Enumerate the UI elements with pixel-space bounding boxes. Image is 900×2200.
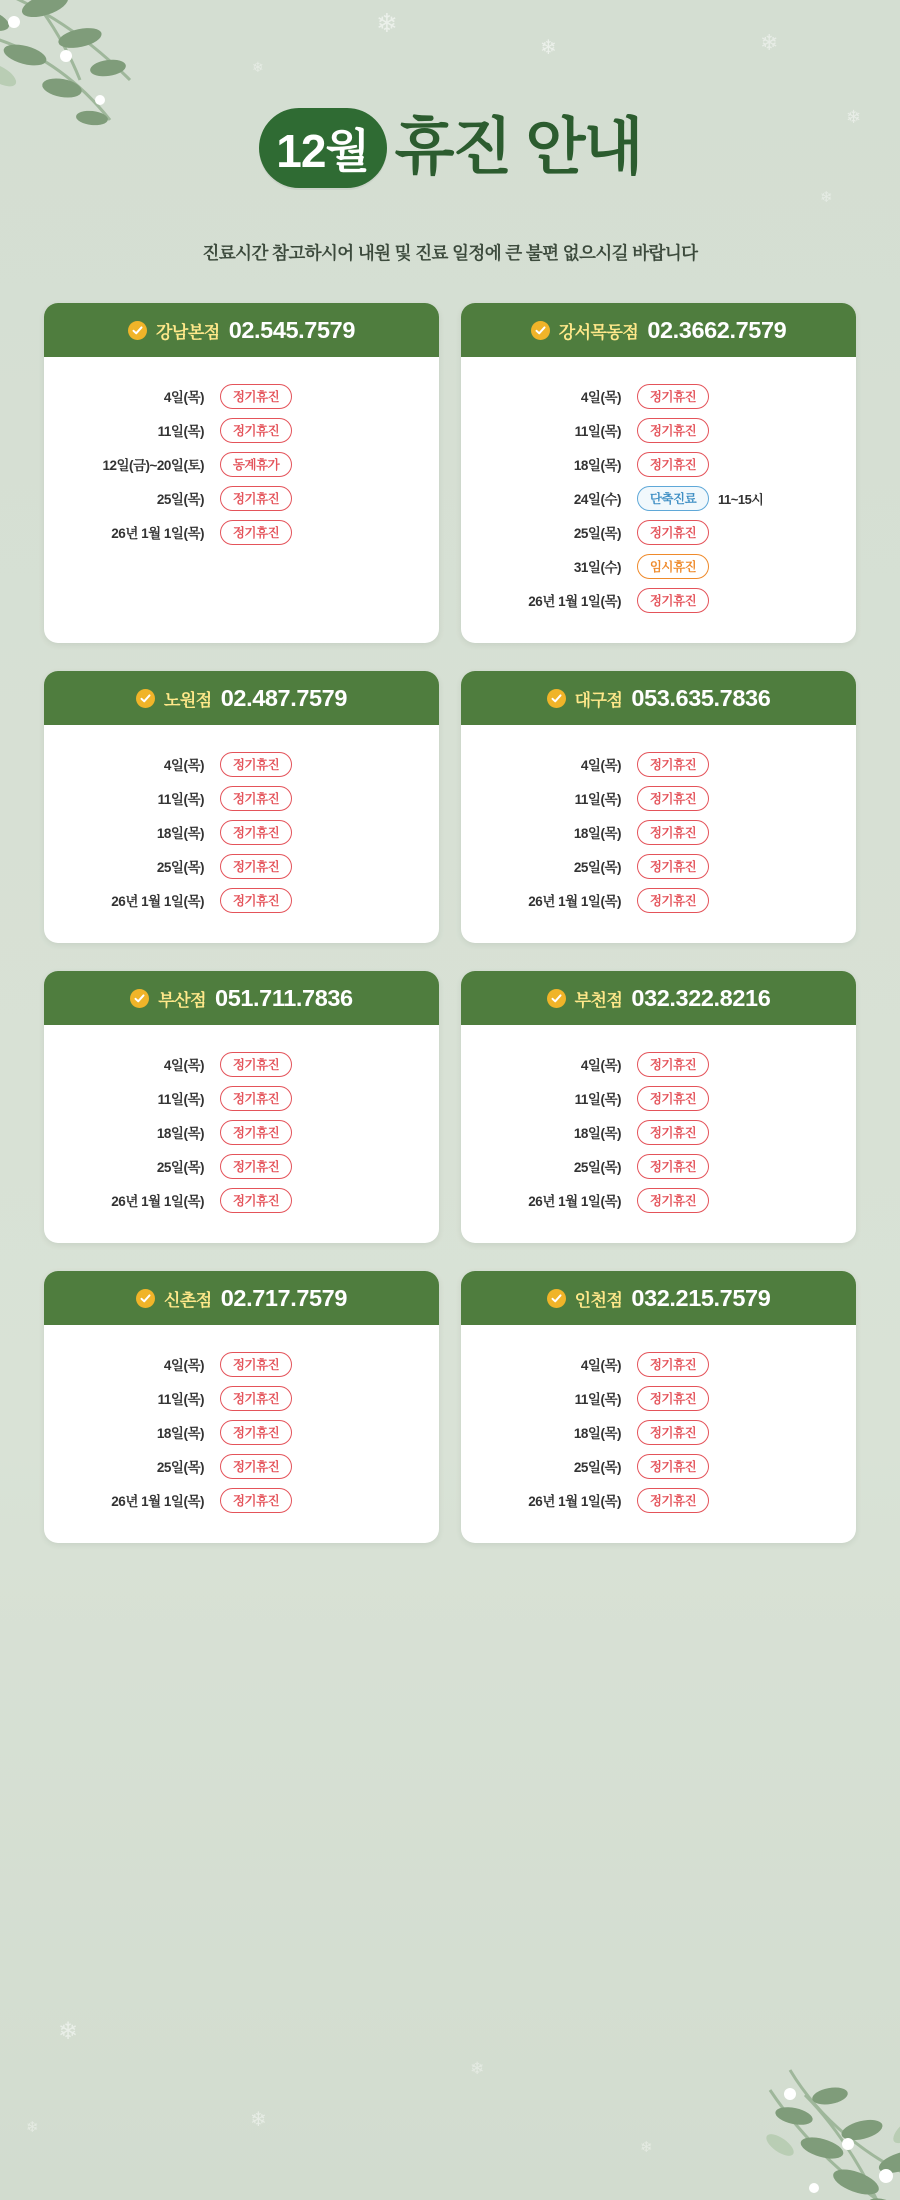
closure-row: [44, 849, 439, 883]
store-card: [44, 971, 439, 1243]
closure-date: 26년 1월 1일(목): [528, 1194, 621, 1209]
snowflake-icon: ❄: [376, 8, 398, 38]
snowflake-icon: ❄: [540, 37, 557, 59]
closure-status-badge: 정기휴진: [220, 1086, 292, 1111]
closure-date: 4일(목): [580, 390, 621, 405]
closure-status-badge: 단축진료: [637, 486, 709, 511]
closure-date: 18일(목): [573, 1426, 621, 1441]
closure-date: 18일(목): [573, 826, 621, 841]
closure-row: [461, 583, 856, 617]
snowflake-icon: ❄: [760, 30, 779, 55]
snowflake-icon: ❄: [26, 2119, 39, 2136]
closure-date: 18일(목): [573, 458, 621, 473]
closure-row: [44, 1183, 439, 1217]
closure-status-badge: 정기휴진: [220, 1352, 292, 1377]
closure-status-badge: 정기휴진: [220, 854, 292, 879]
month-badge: 12월: [259, 108, 387, 188]
closure-date: 26년 1월 1일(목): [528, 594, 621, 609]
closure-row: [44, 815, 439, 849]
closure-row: [461, 747, 856, 781]
closure-status-badge: 동계휴가: [220, 452, 292, 477]
store-phone[interactable]: 051.711.7836: [215, 984, 353, 1011]
closure-row: [461, 883, 856, 917]
check-circle-icon: [128, 321, 147, 340]
check-circle-icon: [136, 689, 155, 708]
store-card: [461, 303, 856, 643]
closure-row: [461, 1081, 856, 1115]
closure-status-badge: 정기휴진: [220, 1454, 292, 1479]
check-circle-icon: [130, 989, 149, 1008]
store-card-header: [461, 303, 856, 357]
closure-row: [461, 1149, 856, 1183]
closure-note: 11~15시: [718, 491, 764, 507]
closure-date: 11일(목): [574, 792, 621, 807]
closure-date: 11일(목): [157, 1092, 204, 1107]
closure-date: 18일(목): [156, 1426, 204, 1441]
closure-date: 25일(목): [573, 526, 621, 541]
closure-status-badge: 정기휴진: [220, 1386, 292, 1411]
closure-date: 4일(목): [580, 1058, 621, 1073]
closure-row: [461, 413, 856, 447]
closure-row: [44, 447, 439, 481]
closure-row: [44, 379, 439, 413]
closure-status-badge: 정기휴진: [220, 520, 292, 545]
store-phone[interactable]: 02.717.7579: [220, 1284, 348, 1311]
closure-status-badge: 정기휴진: [637, 1488, 709, 1513]
closure-date: 26년 1월 1일(목): [111, 526, 204, 541]
closure-row: [461, 379, 856, 413]
closure-date: 26년 1월 1일(목): [111, 1194, 204, 1209]
store-name: 대구점: [574, 690, 623, 710]
snowflake-icon: ❄: [846, 107, 862, 127]
closure-date: 26년 1월 1일(목): [528, 894, 621, 909]
closure-date: 26년 1월 1일(목): [111, 894, 204, 909]
closure-date: 18일(목): [156, 826, 204, 841]
closure-date: 4일(목): [580, 758, 621, 773]
store-card: [44, 671, 439, 943]
store-phone[interactable]: 032.215.7579: [631, 1284, 771, 1311]
closure-date: 25일(목): [156, 492, 204, 507]
closure-row: [461, 515, 856, 549]
store-closure-list: [44, 1025, 439, 1243]
store-card: [461, 1271, 856, 1543]
closure-status-badge: 정기휴진: [637, 588, 709, 613]
closure-status-badge: 정기휴진: [637, 786, 709, 811]
closure-status-badge: 정기휴진: [220, 418, 292, 443]
closure-row: [44, 747, 439, 781]
closure-status-badge: 정기휴진: [637, 1086, 709, 1111]
closure-status-badge: 정기휴진: [637, 1454, 709, 1479]
closure-date: 11일(목): [157, 424, 204, 439]
closure-row: [44, 481, 439, 515]
closure-status-badge: 정기휴진: [637, 820, 709, 845]
closure-status-badge: 정기휴진: [220, 786, 292, 811]
closure-date: 25일(목): [156, 860, 204, 875]
closure-date: 4일(목): [580, 1358, 621, 1373]
store-closure-list: [461, 1325, 856, 1543]
closure-status-badge: 정기휴진: [220, 1154, 292, 1179]
store-name: 강남본점: [156, 322, 220, 342]
page-title: 휴진 안내: [394, 113, 642, 182]
closure-row: [44, 1115, 439, 1149]
closure-row: [44, 413, 439, 447]
store-closure-list: [44, 357, 439, 643]
closure-date: 25일(목): [573, 860, 621, 875]
store-card-header: [44, 671, 439, 725]
store-closure-list: [461, 725, 856, 943]
closure-date: 18일(목): [156, 1126, 204, 1141]
closure-date: 4일(목): [163, 758, 204, 773]
closure-date: 4일(목): [163, 390, 204, 405]
snowflake-icon: ❄: [252, 59, 264, 75]
closure-date: 26년 1월 1일(목): [111, 1494, 204, 1509]
closure-status-badge: 정기휴진: [220, 752, 292, 777]
store-closure-list: [44, 725, 439, 943]
check-circle-icon: [547, 1289, 566, 1308]
closure-status-badge: 정기휴진: [637, 1352, 709, 1377]
check-circle-icon: [547, 689, 566, 708]
snowflake-icon: ❄: [58, 2018, 79, 2045]
store-card-header: [461, 1271, 856, 1325]
poster-header: [0, 0, 900, 265]
closure-row: [44, 1415, 439, 1449]
snowflake-icon: ❄: [470, 2059, 485, 2078]
closure-date: 25일(목): [156, 1160, 204, 1175]
closure-status-badge: 정기휴진: [220, 1488, 292, 1513]
closure-row: [44, 1449, 439, 1483]
store-phone[interactable]: 02.487.7579: [220, 684, 348, 711]
closure-row: [44, 883, 439, 917]
closure-date: 25일(목): [573, 1160, 621, 1175]
closure-date: 11일(목): [574, 1392, 621, 1407]
closure-date: 25일(목): [156, 1460, 204, 1475]
store-closure-list: [44, 1325, 439, 1543]
closure-date: 11일(목): [157, 1392, 204, 1407]
closure-status-badge: 정기휴진: [220, 384, 292, 409]
closure-status-badge: 정기휴진: [220, 1120, 292, 1145]
store-closure-list: [461, 1025, 856, 1243]
closure-row: [461, 549, 856, 583]
check-circle-icon: [136, 1289, 155, 1308]
closure-row: [461, 1047, 856, 1081]
closure-status-badge: 정기휴진: [220, 888, 292, 913]
closure-status-badge: 정기휴진: [637, 888, 709, 913]
closure-row: [44, 781, 439, 815]
check-circle-icon: [547, 989, 566, 1008]
closure-status-badge: 정기휴진: [637, 1386, 709, 1411]
closure-date: 11일(목): [574, 424, 621, 439]
closure-date: 4일(목): [163, 1358, 204, 1373]
closure-date: 11일(목): [157, 792, 204, 807]
closure-row: [461, 1415, 856, 1449]
closure-status-badge: 정기휴진: [637, 752, 709, 777]
closure-row: [461, 1483, 856, 1517]
closure-status-badge: 정기휴진: [637, 1154, 709, 1179]
closure-row: [461, 781, 856, 815]
closure-status-badge: 정기휴진: [637, 452, 709, 477]
store-phone[interactable]: 02.3662.7579: [647, 316, 787, 343]
closure-status-badge: 정기휴진: [637, 418, 709, 443]
store-card-grid: [44, 303, 856, 1543]
closure-status-badge: 정기휴진: [637, 1188, 709, 1213]
closure-row: [461, 815, 856, 849]
closure-row: [461, 481, 856, 515]
foliage-bottom-right-decoration: [590, 1930, 900, 2200]
closure-date: 26년 1월 1일(목): [528, 1494, 621, 1509]
closure-row: [44, 515, 439, 549]
store-name: 부천점: [574, 990, 623, 1010]
closure-status-badge: 정기휴진: [220, 820, 292, 845]
closure-row: [44, 1381, 439, 1415]
store-name: 신촌점: [163, 1290, 212, 1310]
store-name: 강서목동점: [558, 322, 639, 342]
store-card: [461, 671, 856, 943]
closure-row: [461, 1449, 856, 1483]
closure-row: [461, 1183, 856, 1217]
closure-status-badge: 정기휴진: [637, 1120, 709, 1145]
closure-status-badge: 정기휴진: [637, 1052, 709, 1077]
title-wrap: [259, 108, 642, 188]
closure-status-badge: 정기휴진: [220, 1052, 292, 1077]
store-phone[interactable]: 032.322.8216: [631, 984, 771, 1011]
store-phone[interactable]: 053.635.7836: [631, 684, 771, 711]
store-card: [44, 303, 439, 643]
closure-status-badge: 정기휴진: [220, 486, 292, 511]
closure-row: [44, 1081, 439, 1115]
closure-date: 12일(금)~20일(토): [102, 458, 204, 473]
closure-row: [44, 1047, 439, 1081]
closure-date: 11일(목): [574, 1092, 621, 1107]
store-name: 인천점: [574, 1290, 623, 1310]
snowflake-icon: ❄: [820, 189, 833, 206]
store-card-header: [44, 303, 439, 357]
snowflake-icon: ❄: [640, 2139, 653, 2156]
page-subtitle: 진료시간 참고하시어 내원 및 진료 일정에 큰 불편 없으시길 바랍니다: [202, 243, 698, 263]
store-card: [44, 1271, 439, 1543]
closure-status-badge: 정기휴진: [220, 1188, 292, 1213]
closure-row: [461, 1115, 856, 1149]
closure-date: 25일(목): [573, 1460, 621, 1475]
closure-row: [461, 849, 856, 883]
store-closure-list: [461, 357, 856, 643]
store-card-header: [44, 1271, 439, 1325]
closure-status-badge: 임시휴진: [637, 554, 709, 579]
closure-row: [44, 1149, 439, 1183]
closure-status-badge: 정기휴진: [637, 520, 709, 545]
store-name: 부산점: [158, 990, 207, 1010]
closure-date: 18일(목): [573, 1126, 621, 1141]
closure-row: [461, 1381, 856, 1415]
closure-status-badge: 정기휴진: [637, 1420, 709, 1445]
closure-row: [44, 1483, 439, 1517]
closure-row: [461, 447, 856, 481]
store-card-header: [461, 671, 856, 725]
closure-date: 24일(수): [573, 492, 621, 507]
closure-row: [461, 1347, 856, 1381]
closure-date: 31일(수): [573, 560, 621, 575]
store-name: 노원점: [163, 690, 212, 710]
closure-status-badge: 정기휴진: [637, 384, 709, 409]
snowflake-icon: ❄: [250, 2109, 267, 2131]
closure-status-badge: 정기휴진: [220, 1420, 292, 1445]
store-card-header: [461, 971, 856, 1025]
closure-status-badge: 정기휴진: [637, 854, 709, 879]
store-card: [461, 971, 856, 1243]
closure-date: 4일(목): [163, 1058, 204, 1073]
closure-row: [44, 1347, 439, 1381]
check-circle-icon: [531, 321, 550, 340]
store-phone[interactable]: 02.545.7579: [228, 316, 355, 343]
store-card-header: [44, 971, 439, 1025]
